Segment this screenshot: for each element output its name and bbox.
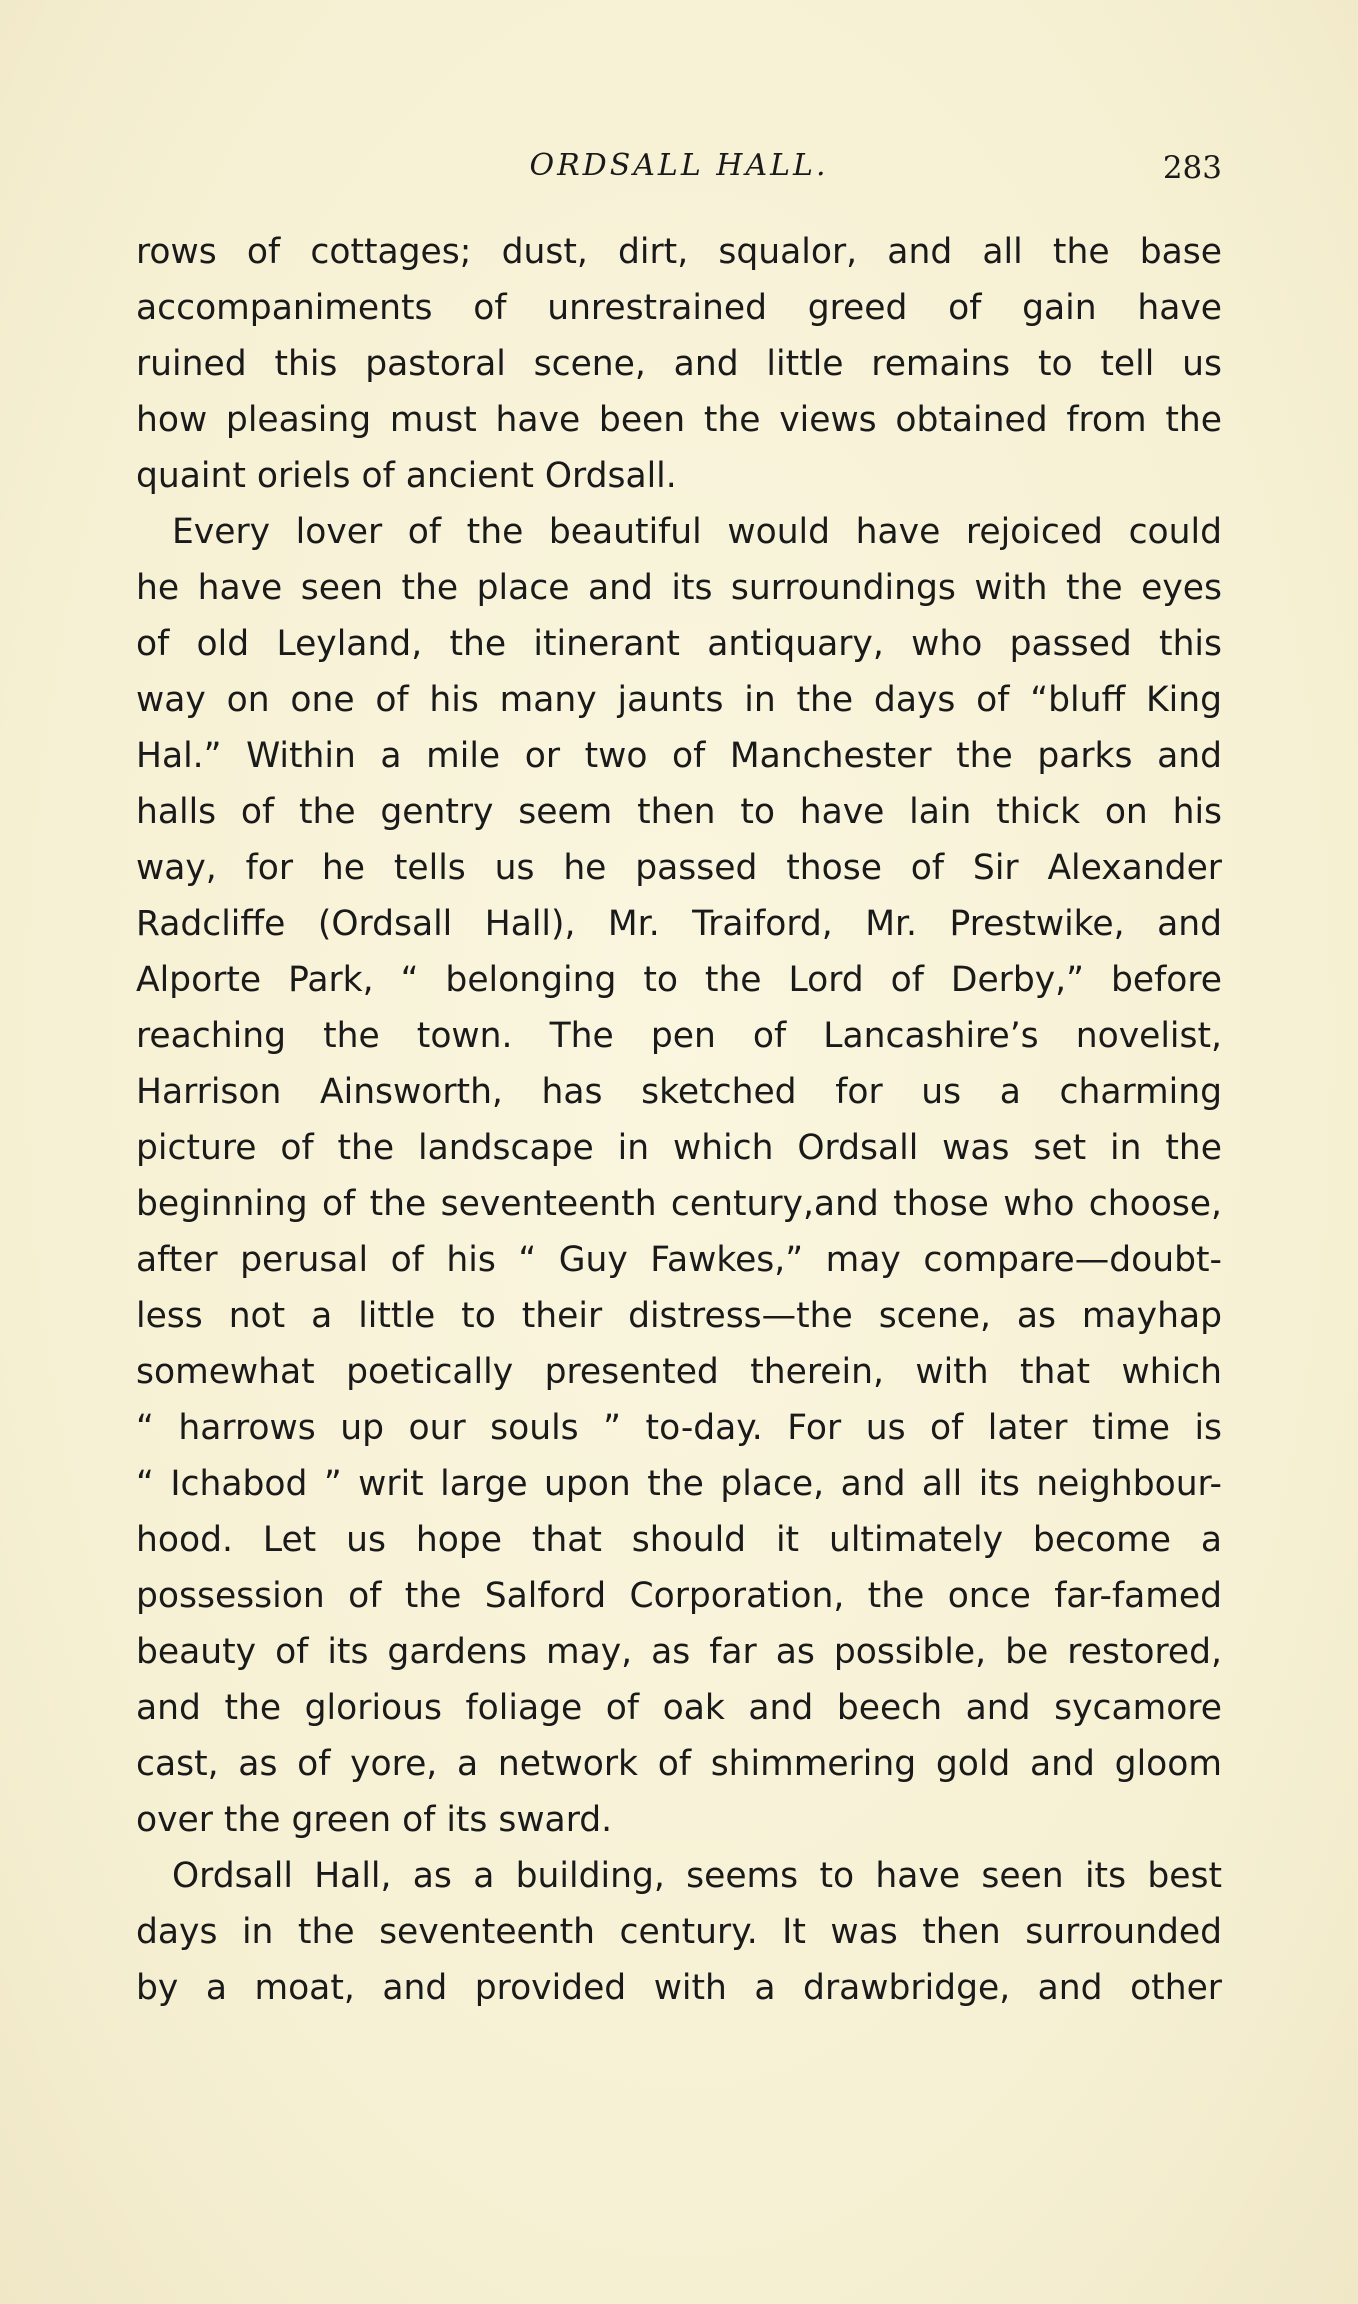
- text-line: somewhat poetically presented therein, with that which: [136, 1352, 1222, 1392]
- text-line: quaint oriels of ancient Ordsall.: [136, 456, 677, 496]
- text-line: hood. Let us hope that should it ultimately become a: [136, 1520, 1222, 1560]
- text-line: rows of cottages; dust, dirt, squalor, and all the base: [136, 232, 1222, 272]
- text-line: ruined this pastoral scene, and little remains to tell us: [136, 344, 1222, 384]
- text-line: Harrison Ainsworth, has sketched for us a charming: [136, 1072, 1222, 1112]
- text-line: he have seen the place and its surroundings with the eyes: [136, 568, 1222, 608]
- text-line: way on one of his many jaunts in the days of “bluff King: [136, 680, 1222, 720]
- text-line: over the green of its sward.: [136, 1800, 613, 1840]
- text-line: after perusal of his “ Guy Fawkes,” may compare—doubt-: [136, 1240, 1222, 1280]
- text-line: cast, as of yore, a network of shimmering gold and gloom: [136, 1744, 1222, 1784]
- text-line: accompaniments of unrestrained greed of gain have: [136, 288, 1222, 328]
- text-line: halls of the gentry seem then to have lain thick on his: [136, 792, 1222, 832]
- text-line: how pleasing must have been the views obtained from the: [136, 400, 1222, 440]
- text-line: beginning of the seventeenth century,and those who choose,: [136, 1184, 1222, 1224]
- text-line: beauty of its gardens may, as far as possible, be restored,: [136, 1632, 1222, 1672]
- page-number: 283: [1162, 150, 1222, 186]
- body-text: [136, 224, 1222, 2016]
- text-line: Ordsall Hall, as a building, seems to have seen its best: [172, 1856, 1222, 1896]
- text-line: possession of the Salford Corporation, the once far-famed: [136, 1576, 1222, 1616]
- text-line: less not a little to their distress—the scene, as mayhap: [136, 1296, 1222, 1336]
- text-line: by a moat, and provided with a drawbridge, and other: [136, 1968, 1222, 2008]
- text-line: Radcliffe (Ordsall Hall), Mr. Traiford, Mr. Prestwike, and: [136, 904, 1222, 944]
- text-line: “ Ichabod ” writ large upon the place, and all its neighbour-: [136, 1464, 1222, 1504]
- text-line: days in the seventeenth century. It was then surrounded: [136, 1912, 1222, 1952]
- text-line: reaching the town. The pen of Lancashire’s novelist,: [136, 1016, 1222, 1056]
- text-line: Alporte Park, “ belonging to the Lord of Derby,” before: [136, 960, 1222, 1000]
- running-title: ORDSALL HALL.: [529, 148, 829, 183]
- text-line: “ harrows up our souls ” to-day. For us of later time is: [136, 1408, 1222, 1448]
- text-line: picture of the landscape in which Ordsall was set in the: [136, 1128, 1222, 1168]
- running-header: [136, 148, 1222, 198]
- text-line: and the glorious foliage of oak and beech and sycamore: [136, 1688, 1222, 1728]
- text-line: Hal.” Within a mile or two of Manchester the parks and: [136, 736, 1222, 776]
- text-line: of old Leyland, the itinerant antiquary, who passed this: [136, 624, 1222, 664]
- text-line: way, for he tells us he passed those of Sir Alexander: [136, 848, 1222, 888]
- text-line: Every lover of the beautiful would have rejoiced could: [172, 512, 1222, 552]
